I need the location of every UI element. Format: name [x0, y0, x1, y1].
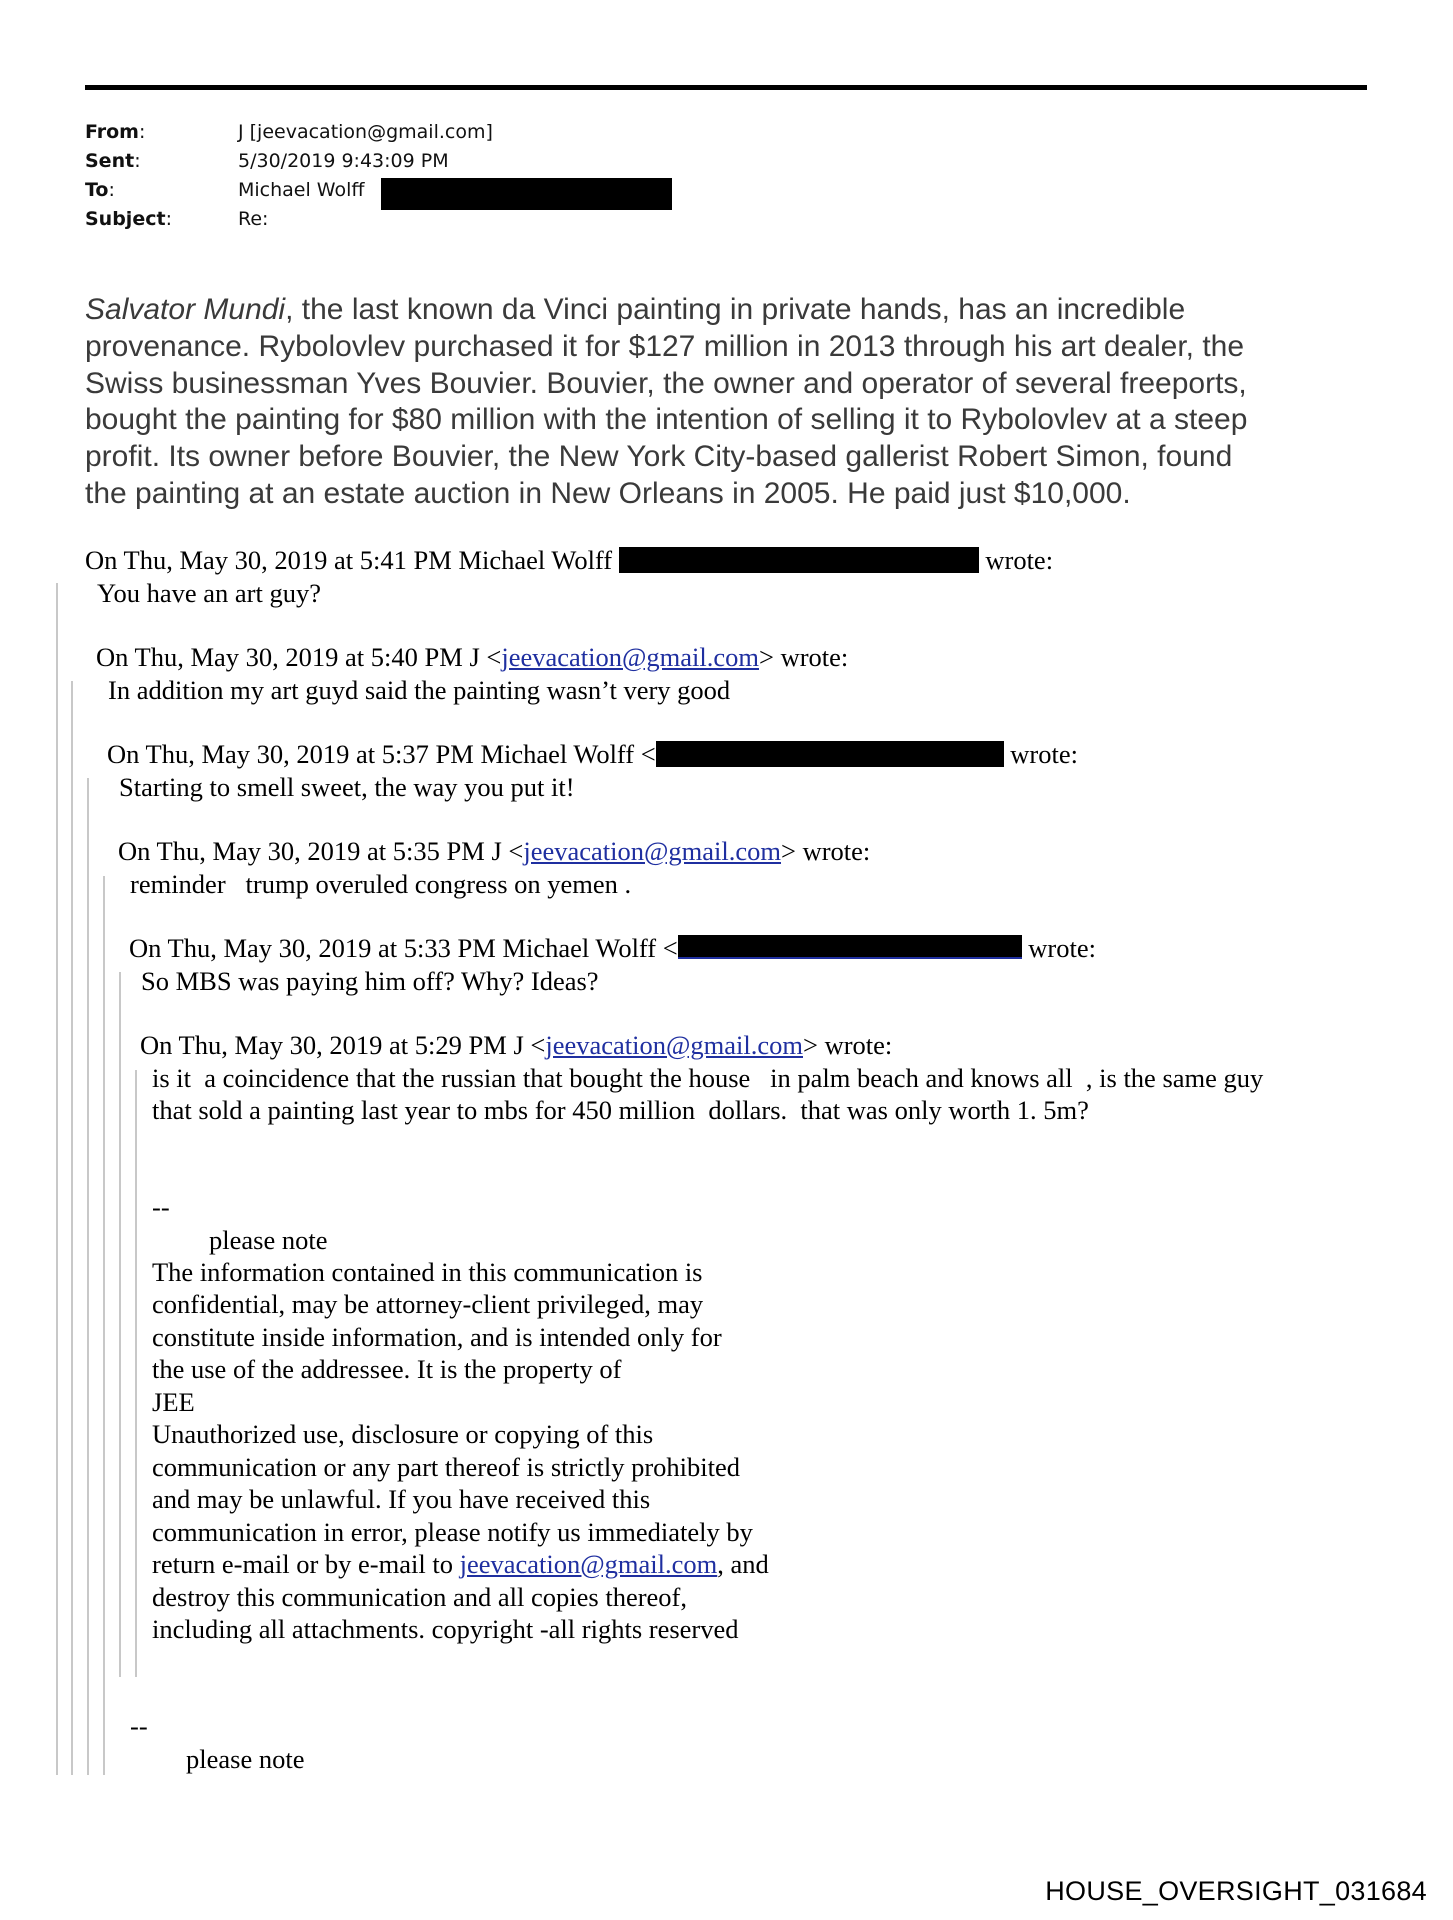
sent-value: 5/30/2019 9:43:09 PM — [238, 150, 449, 172]
quote-bar — [56, 583, 58, 1775]
redaction-block — [381, 178, 672, 210]
email-link[interactable]: jeevacation@gmail.com — [523, 836, 781, 866]
redaction-block — [656, 741, 1004, 767]
signature-separator: -- — [152, 1192, 170, 1222]
bates-number: HOUSE_OVERSIGHT_031684 — [1045, 1876, 1427, 1906]
reply-attribution: On Thu, May 30, 2019 at 5:37 PM Michael Wolff < wrote: — [107, 739, 1078, 769]
reply-attribution: On Thu, May 30, 2019 at 5:29 PM J <jeevacation@gmail.com> wrote: — [140, 1030, 893, 1060]
reply-body: Starting to smell sweet, the way you put it! — [119, 772, 575, 802]
to-value: Michael Wolff — [238, 179, 365, 201]
quote-bar — [135, 1070, 137, 1677]
article-line: Swiss businessman Yves Bouvier. Bouvier, the owner and operator of several freeports, — [85, 366, 1247, 400]
email-link[interactable]: jeevacation@gmail.com — [501, 642, 759, 672]
reply-body: You have an art guy? — [97, 578, 321, 608]
disclaimer-line: communication in error, please notify us immediately by — [152, 1517, 753, 1547]
to-label: To: — [85, 179, 115, 201]
reply-body: So MBS was paying him off? Why? Ideas? — [141, 966, 599, 996]
please-note: please note — [209, 1225, 328, 1255]
header-rule — [85, 85, 1367, 90]
disclaimer-line: and may be unlawful. If you have received this — [152, 1484, 651, 1514]
signature-separator: -- — [130, 1711, 148, 1741]
disclaimer-line: the use of the addressee. It is the property of — [152, 1354, 622, 1384]
reply-attribution: On Thu, May 30, 2019 at 5:41 PM Michael Wolff wrote: — [85, 545, 1054, 575]
reply-body: In addition my art guyd said the painting wasn’t very good — [108, 675, 731, 705]
disclaimer-line: constitute inside information, and is intended only for — [152, 1322, 722, 1352]
article-line: the painting at an estate auction in New Orleans in 2005. He paid just $10,000. — [85, 476, 1131, 510]
quote-bar — [87, 778, 89, 1775]
reply-body: reminder trump overuled congress on yemen . — [130, 869, 632, 899]
article-line: profit. Its owner before Bouvier, the New York City-based gallerist Robert Simon, found — [85, 440, 1233, 474]
article-line: Salvator Mundi, the last known da Vinci painting in private hands, has an incredible — [85, 293, 1186, 326]
reply-attribution: On Thu, May 30, 2019 at 5:33 PM Michael Wolff < wrote: — [129, 933, 1096, 963]
reply-attribution: On Thu, May 30, 2019 at 5:40 PM J <jeevacation@gmail.com> wrote: — [96, 642, 849, 672]
reply-attribution: On Thu, May 30, 2019 at 5:35 PM J <jeevacation@gmail.com> wrote: — [118, 836, 871, 866]
email-link[interactable]: jeevacation@gmail.com — [545, 1030, 803, 1060]
from-label: From: — [85, 121, 146, 143]
redaction-block — [619, 547, 979, 573]
email-link[interactable]: jeevacation@gmail.com — [459, 1549, 718, 1579]
disclaimer-line: JEE — [152, 1387, 195, 1417]
disclaimer-line: communication or any part thereof is strictly prohibited — [152, 1452, 740, 1482]
subject-value: Re: — [238, 208, 269, 230]
article-line: provenance. Rybolovlev purchased it for $127 million in 2013 through his art dealer, the — [85, 329, 1245, 363]
quote-bar — [103, 876, 105, 1775]
article-paragraph — [85, 292, 1385, 513]
sent-label: Sent: — [85, 150, 141, 172]
disclaimer-line: Unauthorized use, disclosure or copying of this — [152, 1419, 654, 1449]
article-line: bought the painting for $80 million with the intention of selling it to Rybolovlev at a steep — [85, 403, 1248, 437]
disclaimer-line: The information contained in this communication is — [152, 1257, 703, 1287]
reply-body: that sold a painting last year to mbs for 450 million dollars. that was only worth 1. 5m? — [152, 1095, 1089, 1125]
disclaimer-line: including all attachments. copyright -all rights reserved — [152, 1614, 739, 1644]
disclaimer-line: confidential, may be attorney-client privileged, may — [152, 1289, 704, 1319]
from-value: J [jeevacation@gmail.com] — [238, 121, 493, 143]
disclaimer-line: return e-mail or by e-mail to jeevacation@gmail.com, and — [152, 1549, 769, 1579]
subject-label: Subject: — [85, 208, 172, 230]
disclaimer-line: destroy this communication and all copies thereof, — [152, 1582, 688, 1612]
quote-bar — [71, 681, 73, 1775]
reply-body: is it a coincidence that the russian that bought the house in palm beach and knows all , is the same guy — [152, 1063, 1264, 1093]
please-note: please note — [186, 1744, 305, 1774]
painting-title: Salvator Mundi — [85, 293, 286, 326]
redaction-block — [678, 935, 1022, 959]
quote-bar — [119, 972, 121, 1677]
